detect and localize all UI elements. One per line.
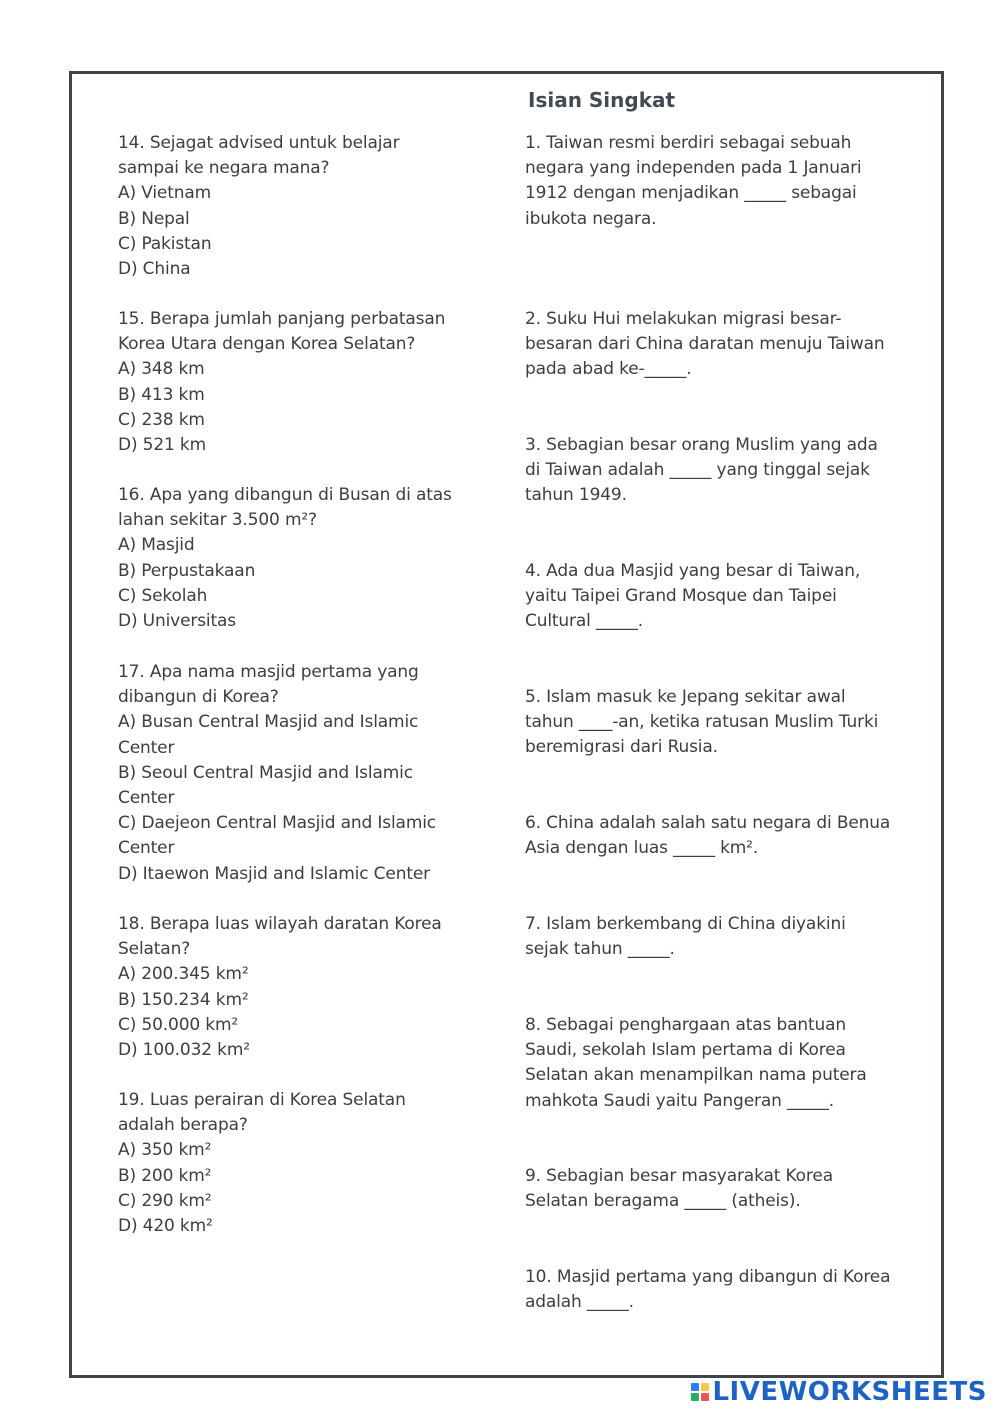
- short-answer-3: [525, 433, 937, 509]
- question-line: 10. Masjid pertama yang dibangun di Korea: [525, 1267, 891, 1287]
- option-c-cont: Center: [118, 838, 175, 859]
- option-d: D) 420 km²: [118, 1216, 213, 1237]
- option-a: A) 200.345 km²: [118, 964, 249, 985]
- question-line: ibukota negara.: [525, 208, 657, 229]
- question-14: [118, 131, 498, 282]
- short-answer-4: [525, 559, 937, 635]
- question-line: sampai ke negara mana?: [118, 158, 330, 179]
- question-line: Saudi, sekolah Islam pertama di Korea: [525, 1040, 846, 1061]
- option-a: A) Busan Central Masjid and Islamic: [118, 712, 419, 733]
- question-line: 1. Taiwan resmi berdiri sebagai sebuah: [525, 133, 852, 153]
- short-answer-2: [525, 307, 937, 383]
- question-line: 5. Islam masuk ke Jepang sekitar awal: [525, 687, 846, 707]
- option-c: C) Sekolah: [118, 585, 208, 606]
- short-answer-1: [525, 131, 937, 232]
- question-18: [118, 912, 498, 1063]
- logo-square: [691, 1393, 699, 1401]
- question-line: 3. Sebagian besar orang Muslim yang ada: [525, 435, 878, 455]
- logo-square: [701, 1383, 709, 1391]
- question-line: mahkota Saudi yaitu Pangeran _____.: [525, 1090, 834, 1111]
- question-19: [118, 1088, 498, 1239]
- question-line: lahan sekitar 3.500 m²?: [118, 510, 317, 531]
- question-line: 8. Sebagai penghargaan atas bantuan: [525, 1015, 847, 1035]
- question-line: tahun 1949.: [525, 485, 627, 506]
- short-answer-5: [525, 685, 937, 761]
- question-line: Asia dengan luas _____ km².: [525, 838, 759, 859]
- question-line: 9. Sebagian besar masyarakat Korea: [525, 1166, 833, 1186]
- short-answer-6: [525, 811, 937, 861]
- option-b: B) 413 km: [118, 384, 205, 405]
- question-line: 16. Apa yang dibangun di Busan di atas: [118, 485, 452, 505]
- short-answer-7: [525, 912, 937, 962]
- question-line: beremigrasi dari Rusia.: [525, 737, 718, 758]
- question-line: Korea Utara dengan Korea Selatan?: [118, 334, 416, 355]
- option-d: D) Itaewon Masjid and Islamic Center: [118, 863, 430, 884]
- question-line: besaran dari China daratan menuju Taiwan: [525, 334, 885, 355]
- liveworksheets-watermark: [691, 1377, 987, 1407]
- question-line: 15. Berapa jumlah panjang perbatasan: [118, 309, 446, 329]
- option-b: B) Perpustakaan: [118, 560, 256, 581]
- option-b: B) Seoul Central Masjid and Islamic: [118, 762, 413, 783]
- question-line: dibangun di Korea?: [118, 687, 279, 708]
- question-line: tahun ____-an, ketika ratusan Muslim Turki: [525, 712, 879, 733]
- option-b: B) Nepal: [118, 208, 190, 229]
- question-line: 4. Ada dua Masjid yang besar di Taiwan,: [525, 561, 861, 581]
- question-line: 2. Suku Hui melakukan migrasi besar-: [525, 309, 842, 329]
- option-b-cont: Center: [118, 788, 175, 809]
- short-answer-8: [525, 1013, 937, 1114]
- question-line: 14. Sejagat advised untuk belajar: [118, 133, 400, 153]
- question-line: 18. Berapa luas wilayah daratan Korea: [118, 914, 442, 934]
- option-a: A) Masjid: [118, 535, 195, 556]
- question-line: 17. Apa nama masjid pertama yang: [118, 662, 419, 682]
- option-c: C) 50.000 km²: [118, 1014, 239, 1035]
- question-line: 19. Luas perairan di Korea Selatan: [118, 1090, 406, 1110]
- option-a: A) 350 km²: [118, 1140, 212, 1161]
- option-d: D) Universitas: [118, 611, 236, 632]
- question-line: di Taiwan adalah _____ yang tinggal sejak: [525, 460, 870, 481]
- option-c: C) 290 km²: [118, 1190, 212, 1211]
- option-a-cont: Center: [118, 737, 175, 758]
- question-line: 6. China adalah salah satu negara di Benua: [525, 813, 891, 833]
- section-title: Isian Singkat: [528, 88, 676, 112]
- option-c: C) Daejeon Central Masjid and Islamic: [118, 813, 436, 834]
- option-a: A) Vietnam: [118, 183, 212, 204]
- logo-square: [701, 1393, 709, 1401]
- question-17: [118, 660, 498, 887]
- short-answer-9: [525, 1164, 937, 1214]
- option-a: A) 348 km: [118, 359, 205, 380]
- liveworksheets-logo-icon: [691, 1383, 709, 1401]
- option-b: B) 150.234 km²: [118, 989, 249, 1010]
- question-line: negara yang independen pada 1 Januari: [525, 158, 862, 179]
- watermark-text: LIVEWORKSHEETS: [712, 1377, 987, 1407]
- question-line: 7. Islam berkembang di China diyakini: [525, 914, 846, 934]
- question-15: [118, 307, 498, 458]
- short-answer-10: [525, 1265, 937, 1315]
- question-line: Selatan beragama _____ (atheis).: [525, 1191, 801, 1212]
- question-line: Selatan akan menampilkan nama putera: [525, 1065, 867, 1086]
- option-c: C) Pakistan: [118, 233, 212, 254]
- option-d: D) 521 km: [118, 435, 207, 456]
- option-c: C) 238 km: [118, 409, 205, 430]
- question-line: Selatan?: [118, 939, 191, 960]
- question-line: 1912 dengan menjadikan _____ sebagai: [525, 183, 857, 204]
- question-line: adalah _____.: [525, 1292, 634, 1313]
- option-b: B) 200 km²: [118, 1165, 212, 1186]
- question-16: [118, 483, 498, 634]
- question-line: adalah berapa?: [118, 1115, 248, 1136]
- option-d: D) 100.032 km²: [118, 1040, 250, 1061]
- question-line: sejak tahun _____.: [525, 939, 675, 960]
- question-line: Cultural _____.: [525, 611, 643, 632]
- question-line: yaitu Taipei Grand Mosque dan Taipei: [525, 586, 837, 607]
- option-d: D) China: [118, 259, 191, 280]
- logo-square: [691, 1383, 699, 1391]
- question-line: pada abad ke-_____.: [525, 359, 692, 380]
